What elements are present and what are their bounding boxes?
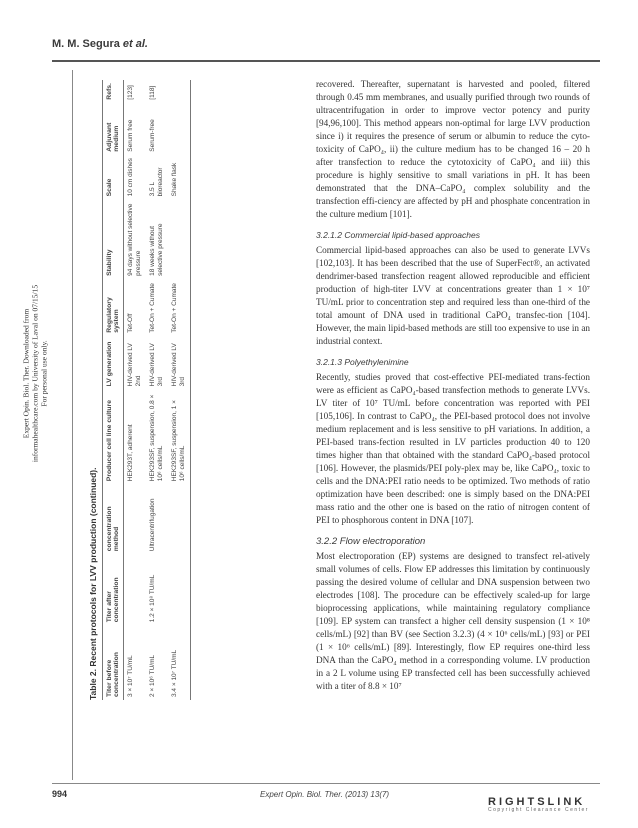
table-cell: [123] — [127, 85, 134, 100]
page-number: 994 — [52, 789, 68, 799]
paragraph-2: Commercial lipid-based approaches can also be used to generate LVVs [102,103]. It has been described that the use of SuperFect®, an activated dendrimer-based transfection reagent allowed reproducible and efficient production of high-titer LVV at concentrations greater than 1 × 10⁷ TU/mL prior to concentration step and required less than one-third of the total amount of DNA used in traditional CaPO₄ transfec-tion [104]. However, the main lipid-based methods are still too expensive to use in an industrial context. — [316, 245, 590, 346]
table-cell: 2 × 10⁶ TU/mL — [149, 654, 156, 697]
table-cell: 3.4 × 10⁷ TU/mL — [168, 625, 191, 700]
download-watermark — [22, 279, 49, 469]
column-header: Scale — [103, 155, 124, 200]
paragraph-3: Recently, studies proved that cost-effective PEI-mediated trans-fection were as efficient as CaPO₄-based transfection methods to generate LVVs. LV titer of 10⁷ TU/mL before concentration was reported with PEI [105,106]. In contrast to CaPO₄, the PEI-based protocol does not involve medium replacement and is less sensitive to pH variations. In addition, a PEI-based trans-fection resulted in LV particles production 40 to 120 times higher than that obtained with the standard CaPO₄-based protocol [106]. However, the plasmids/PEI poly-plex may be, like CaPO₄, toxic to cells and the DNA:PEI ratio needs to be optimized. Two methods of ratio optimization have been described: one is simply based on the DNA:PEI mass ratio and the other one is based on the ratio of nitrogen content of PEI to phosphorous content in DNA [107]. — [316, 372, 590, 525]
table-cell — [168, 484, 191, 554]
logo-text: RIGHTSLINK — [488, 796, 586, 808]
table-cell — [124, 484, 147, 554]
table-cell: HIV-derived LV 2nd — [127, 343, 142, 387]
header-etal: et al. — [122, 38, 148, 50]
protocols-table — [102, 80, 191, 700]
table-cell: 3 × 10⁷ TU/mL — [127, 655, 134, 697]
table-cell: HIV-derived LV 3rd — [149, 343, 164, 387]
table-cell: 18 weeks without selective pressure — [149, 223, 164, 276]
paragraph-1: recovered. Thereafter, supernatant is harvested and pooled, filtered through 0.45 mm membranes, and usually purified through two rounds of ultracentrifugation in order to improve vector potency and purity [94,96,100]. This method appears non-optimal for large LVV production since i) it requires the presence of serum or albumin to reduce the cyto-toxicity of CaPO₄, ii) the culture medium has to be changed 16 – 20 h after transfection to reduce the cytotoxicity of CaPO₄ and iii) this procedure is highly sensitive to small variations in pH. It has been demonstrated that the DNA–CaPO₄ complex solubility and the transfection effi-ciency are affected by pH and phosphate concentration in the culture medium [101]. — [316, 79, 590, 219]
table-cell: HEK293SF, suspension, 1 × 10⁶ cells/mL — [168, 389, 191, 484]
paragraph-4: Most electroporation (EP) systems are designed to transfect rel-atively small volumes of cells. Flow EP addresses this limitation by continuously passing the desired volume of cellular and DNA suspension between two electrodes [108]. The procedure can be effectively scaled-up for large bioprocessing applications, while maintaining regulatory compliance [109]. EP system can transfect a higher cell density suspension (1 × 10⁸ cells/mL) [92] than BV (see Section 3.2.3) (4 × 10⁶ cells/mL) [93] or PEI (1 × 10⁶ cells/mL) [89]. Interestingly, flow EP requires one-third less DNA than the CaPO₄ method in a corresponding volume. LV production in a 2 L volume using EP transfected cell has been successfully achieved with a titer of 8.8 × 10⁷ — [316, 551, 590, 691]
column-header: Regulatory system — [103, 279, 124, 336]
section-heading-pei: 3.2.1.3 Polyethylenimine — [316, 357, 409, 367]
table-cell: Tet-On + Cumate — [149, 283, 156, 333]
table-cell: Tet-On + Cumate — [168, 279, 191, 336]
rightslink-logo — [488, 796, 600, 818]
table-cell: HEK293T, adherent — [127, 424, 134, 482]
table-cell: [118] — [149, 85, 156, 100]
table-row — [146, 80, 168, 700]
table-cell — [168, 103, 191, 155]
table-body — [124, 80, 191, 700]
footer-rule — [52, 783, 600, 784]
table-row — [168, 80, 191, 700]
table-caption: Table 2. Recent protocols for LVV production (continued). — [88, 467, 98, 700]
table-header-row — [103, 80, 124, 700]
table-row — [124, 80, 147, 700]
column-header: concentration method — [103, 484, 124, 554]
table-cell: 94 days without selective pressure — [127, 203, 142, 276]
watermark-line-2: For personal use only. — [39, 340, 49, 407]
table-cell: HEK293SF, suspension, 0.8 × 10⁶ cells/mL — [149, 394, 164, 482]
table-cell: Tet-Off — [127, 313, 134, 333]
table-cell — [168, 554, 191, 625]
table-cell: HIV-derived LV 3rd — [168, 336, 191, 390]
section-heading-lipid: 3.2.1.2 Commercial lipid-based approaches — [316, 230, 480, 240]
table-cell: Shake flask — [168, 155, 191, 200]
column-header: Refs. — [103, 80, 124, 103]
table-cell: 3.5 L bioreactor — [149, 167, 164, 197]
body-column — [316, 78, 590, 701]
watermark-line-1: Expert Opin. Biol. Ther. Downloaded from informahealthcare.com by University of Laval on 07/15/15 — [21, 284, 40, 463]
column-header: Titer before concentration — [103, 625, 124, 700]
table-cell: 10 cm dishes — [127, 158, 134, 197]
table-cell: Serum-free — [149, 119, 156, 152]
section-heading-flow-ep: 3.2.2 Flow electroporation — [316, 536, 426, 547]
column-header: Stability — [103, 199, 124, 279]
header-authors: M. M. Segura — [52, 38, 120, 50]
logo-subtext: Copyright Clearance Center — [488, 807, 589, 813]
table-cell — [124, 554, 147, 625]
column-header: Titer after concentration — [103, 554, 124, 625]
running-header — [52, 38, 148, 50]
table-cell: Serum free — [127, 119, 134, 152]
margin-rule — [72, 70, 73, 780]
journal-citation: Expert Opin. Biol. Ther. (2013) 13(7) — [260, 790, 390, 799]
table-cell — [168, 80, 191, 103]
table-cell: Ultracentrifugation — [149, 498, 156, 552]
column-header: Producer cell line culture — [103, 389, 124, 484]
table-cell — [168, 199, 191, 279]
rotated-table — [88, 60, 308, 700]
column-header: LV generation — [103, 336, 124, 390]
table-cell: 1.2 × 10⁸ TU/mL — [149, 574, 156, 623]
column-header: Adjuvant medium — [103, 103, 124, 155]
